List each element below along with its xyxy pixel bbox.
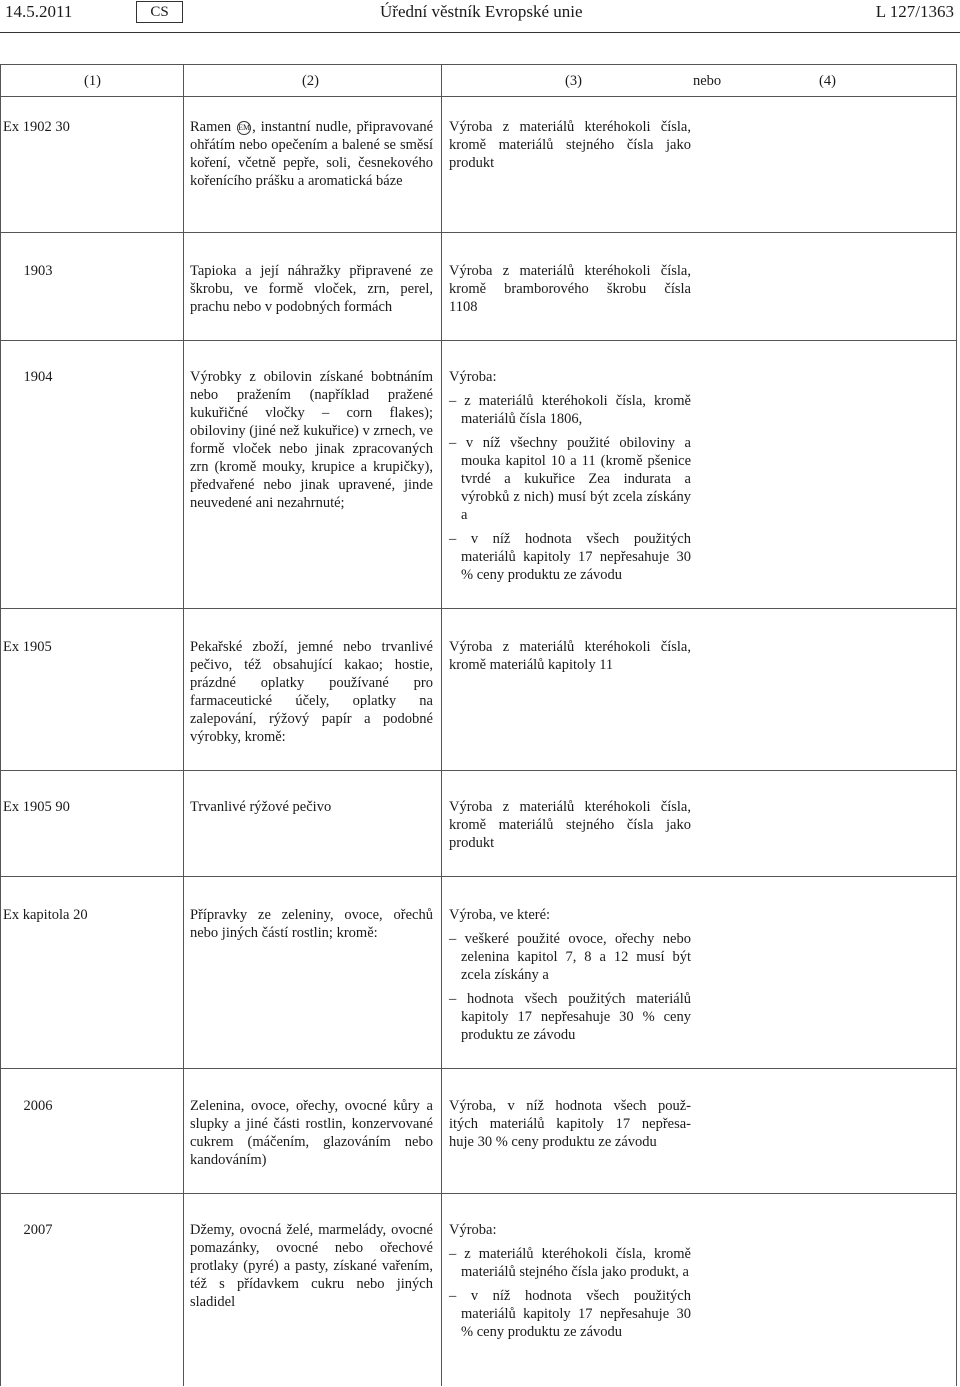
rule-item: – z materiálů kteréhokoli čísla, kromě materiálů čísla 1806, [449, 393, 691, 427]
journal-title: Úřední věstník Evropské unie [380, 2, 583, 21]
table-row-code: 2007 [23, 1222, 53, 1238]
table-row-rule [449, 906, 691, 1044]
rule-item: – z materiálů kteréhokoli čísla, kromě materiálů stejného čísla jako produkt, a [449, 1246, 691, 1280]
table-row-rule [449, 638, 691, 674]
row-divider [0, 770, 957, 771]
row-divider [0, 232, 957, 233]
rule-line: 1108 [449, 299, 478, 315]
table-row-code: 2006 [23, 1098, 53, 1114]
row-divider [0, 608, 957, 609]
rule-line: kromě bramborového škrobu čísla [449, 281, 691, 297]
rule-line: Výroba z materiálů kteréhokoli čísla, [449, 119, 691, 135]
column-heading-3: (3) [565, 73, 582, 89]
row-divider [0, 1193, 957, 1194]
table-row-rule [449, 1097, 691, 1151]
rule-line: Výroba z materiálů kteréhokoli čísla, [449, 263, 691, 279]
table-row-code: 1904 [23, 369, 53, 385]
table-row-rule [449, 798, 691, 852]
table-row-rule [449, 368, 691, 584]
table-row-description: Pekařské zboží, jemné nebo trvanlivé pečivo, též obsahující kakao; hostie, prázdné oplatky používané pro farmaceutické účely, oplatky na zalepování, rýžový papír a podobné výrobky, kromě: [190, 639, 433, 745]
rule-intro: Výroba: [449, 1222, 497, 1238]
rule-item: – v níž hodnota všech použitých materiálů kapitoly 17 nepřesahuje 30 % ceny produktu ze závodu [449, 531, 691, 583]
table-row-rule [449, 118, 691, 172]
column-heading-2: (2) [302, 73, 319, 89]
table-border-right [956, 64, 957, 1386]
table-row-rule [449, 1221, 691, 1341]
table-row-code: 1903 [23, 263, 53, 279]
product-name: Ramen [190, 119, 232, 135]
trademark-symbol-icon: EM [237, 121, 251, 135]
table-row-description: Výrobky z obilovin získané bobtnáním nebo pražením (například pražené kukuřičné vločky – corn flakes); obiloviny (jiné než kukuřice) v zrnech, ve formě vloček nebo jinak zpracovaných zrn (kromě mouky, krupice a krupičky), předvařené nebo jinak upravené, jinde neuvedené ani nezahrnuté; [190, 369, 433, 511]
table-row-description [190, 118, 433, 190]
table-row-description: Přípravky ze zeleniny, ovoce, ořechů nebo jiných částí rostlin; kromě: [190, 907, 433, 941]
table-row-description: Džemy, ovocná želé, marmelády, ovocné pomazánky, ovocné nebo ořechové protlaky (pyré) a pasty, získané vařením, též s přídavkem cukru nebo jiných sladidel [190, 1222, 433, 1310]
header-rule [0, 32, 960, 33]
rule-item: – hodnota všech použitých materiálů kapitoly 17 nepřesahuje 30 % ceny produktu ze závodu [449, 991, 691, 1043]
column-divider-1 [183, 64, 184, 1386]
row-divider [0, 1068, 957, 1069]
table-row-description: Zelenina, ovoce, ořechy, ovocné kůry a slupky a jiné části rostlin, konzervované cukrem (máčením, glazováním nebo kandováním) [190, 1098, 433, 1168]
rule-item: – v níž hodnota všech použitých materiálů kapitoly 17 nepřesahuje 30 % ceny produktu ze závodu [449, 1288, 691, 1340]
column-divider-2 [441, 64, 442, 1386]
table-row-code: Ex 1905 90 [3, 799, 70, 815]
rule-intro: Výroba, ve které: [449, 907, 551, 923]
product-description: , instantní nudle, připravované ohřátím nebo opečením a balené se směsí koření, včetně pepře, soli, česnekového kořenícího prášku a aromatická báze [190, 119, 434, 189]
page-reference: L 127/1363 [875, 2, 954, 21]
header-row-divider [0, 96, 957, 97]
rule-intro: Výroba: [449, 369, 497, 385]
column-heading-1: (1) [84, 73, 101, 89]
column-heading-or: nebo [693, 73, 722, 89]
table-row-rule [449, 262, 691, 316]
rule-line: kromě materiálů stejného čísla jako [449, 137, 691, 153]
rule-line: Výroba z materiálů kteréhokoli čísla, [449, 639, 691, 655]
table-border-left [0, 64, 1, 1386]
rule-line: Výroba z materiálů kteréhokoli čísla, [449, 799, 691, 815]
row-divider [0, 876, 957, 877]
rule-line: Výroba, v níž hodnota všech použ- [449, 1098, 691, 1114]
rule-item: – v níž všechny použité obiloviny a mouka kapitol 10 a 11 (kromě pšenice tvrdé a kukuřice Zea indurata a výrobků z nich) musí být zcela získány a [449, 435, 691, 523]
rule-item: – veškeré použité ovoce, ořechy nebo zelenina kapitol 7, 8 a 12 musí být zcela získány a [449, 931, 691, 983]
rule-line: produkt [449, 155, 495, 171]
publication-date: 14.5.2011 [5, 2, 73, 21]
column-heading-4: (4) [819, 73, 836, 89]
table-row-code: Ex 1905 [3, 639, 52, 655]
page-header [0, 0, 960, 34]
rule-line: kromě materiálů kapitoly 11 [449, 657, 614, 673]
table-row-code: Ex kapitola 20 [3, 907, 88, 923]
rule-line: huje 30 % ceny produktu ze závodu [449, 1134, 657, 1150]
rule-line: itých materiálů kapitoly 17 nepřesa- [449, 1116, 691, 1132]
language-badge: CS [136, 1, 183, 23]
rule-line: kromě materiálů stejného čísla jako [449, 817, 691, 833]
row-divider [0, 340, 957, 341]
table-row-description: Trvanlivé rýžové pečivo [190, 799, 332, 815]
table-row-code: Ex 1902 30 [3, 119, 70, 135]
rule-line: produkt [449, 835, 495, 851]
table-row-description: Tapioka a její náhražky připravené ze škrobu, ve formě vloček, zrn, perel, prachu nebo v podobných formách [190, 263, 433, 315]
